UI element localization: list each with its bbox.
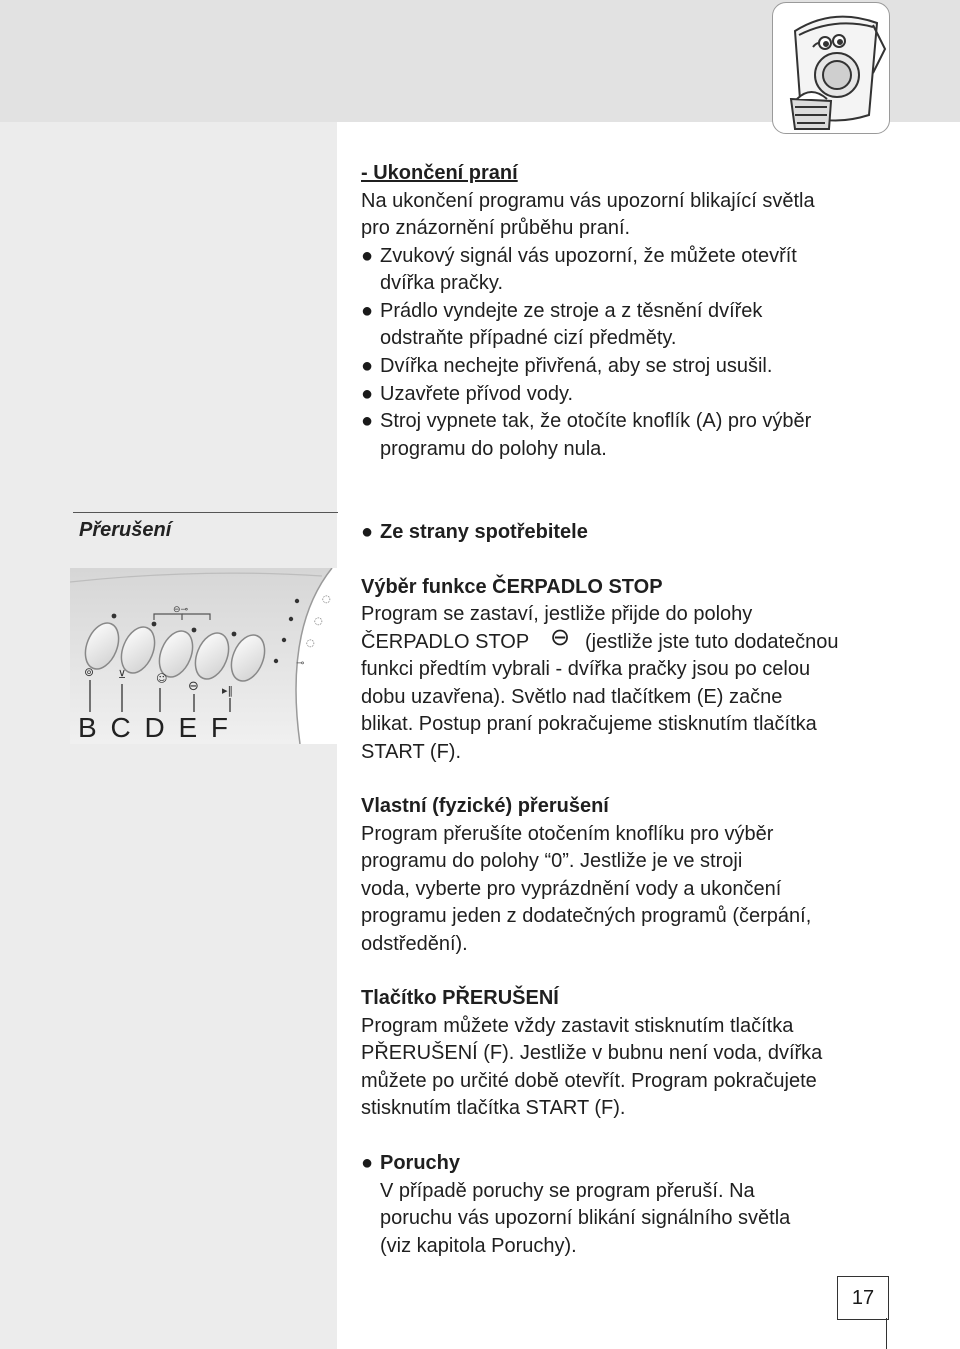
pump-stop-line-5: blikat. Postup praní pokračujeme stisknutím tlačítka: [361, 713, 817, 735]
svg-text:☺: ☺: [156, 672, 168, 685]
pump-stop-line-2b: (jestliže jste tuto dodatečnou: [585, 631, 839, 653]
bullet-2-line-2: odstraňte případné cizí předměty.: [380, 327, 677, 349]
bullet-4-line-1: Uzavřete přívod vody.: [380, 383, 574, 405]
svg-text:▸‖: ▸‖: [222, 684, 234, 697]
bullet-2-line-1: Prádlo vyndejte ze stroje a z těsnění dvířek: [380, 300, 763, 322]
bullet-icon: ●: [361, 300, 374, 322]
physical-interrupt-title: Vlastní (fyzické) přerušení: [361, 795, 609, 817]
svg-text:⊸: ⊸: [296, 658, 305, 669]
bullet-icon: ●: [361, 1152, 374, 1174]
section-title: Přerušení: [79, 519, 172, 541]
faults-line-1: V případě poruchy se program přeruší. Na: [380, 1180, 755, 1202]
svg-text:◌: ◌: [322, 594, 331, 605]
interrupt-button-title: Tlačítko PŘERUŠENÍ: [361, 987, 559, 1009]
washing-machine-icon: [773, 3, 889, 133]
pump-stop-title: Výběr funkce ČERPADLO STOP: [361, 576, 663, 598]
pump-stop-line-4: dobu uzavřena). Světlo nad tlačítkem (E) začne: [361, 686, 783, 708]
bullet-icon: ●: [361, 410, 374, 432]
intro-line-2: pro znázornění průběhu praní.: [361, 217, 631, 239]
svg-text:◌: ◌: [306, 638, 315, 649]
bullet-icon: ●: [361, 245, 374, 267]
svg-text:⊚: ⊚: [84, 665, 95, 679]
faults-title: Poruchy: [380, 1152, 461, 1174]
pump-stop-icon: ⊖: [550, 624, 571, 651]
pump-stop-line-3: funkci předtím vybrali - dvířka pračky jsou po celou: [361, 658, 811, 680]
physical-line-3: voda, vyberte pro vyprázdnění vody a ukončení: [361, 878, 782, 900]
pump-stop-line-6: START (F).: [361, 741, 461, 763]
physical-line-5: odstředění).: [361, 933, 468, 955]
bullet-icon: ●: [361, 355, 374, 377]
consumer-subheading: Ze strany spotřebitele: [380, 521, 588, 543]
bullet-1-line-2: dvířka pračky.: [380, 272, 503, 294]
physical-line-4: programu jeden z dodatečných programů (čerpání,: [361, 905, 812, 927]
bullet-icon: ●: [361, 383, 374, 405]
svg-text:◌: ◌: [314, 616, 323, 627]
page-number: 17: [837, 1276, 889, 1320]
faults-line-3: (viz kapitola Poruchy).: [380, 1235, 577, 1257]
button-line-1: Program můžete vždy zastavit stisknutím tlačítka: [361, 1015, 794, 1037]
washing-machine-mascot-logo: [772, 2, 890, 134]
bullet-5-line-2: programu do polohy nula.: [380, 438, 607, 460]
svg-text:⊖: ⊖: [188, 679, 199, 694]
pump-stop-line-2: ČERPADLO STOP: [361, 631, 530, 653]
panel-button-letters: B C D E F: [78, 712, 230, 743]
physical-line-1: Program přerušíte otočením knoflíku pro výběr: [361, 823, 774, 845]
end-wash-heading: - Ukončení praní: [361, 162, 518, 184]
bullet-5-line-1: Stroj vypnete tak, že otočíte knoflík (A) pro výběr: [380, 410, 812, 432]
button-line-4: stisknutím tlačítka START (F).: [361, 1097, 626, 1119]
faults-line-2: poruchu vás upozorní blikání signálního světla: [380, 1207, 791, 1229]
physical-line-2: programu do polohy “0”. Jestliže je ve stroji: [361, 850, 743, 872]
svg-text:⊻: ⊻: [118, 668, 127, 681]
button-line-3: můžete po určité době otevřít. Program pokračujete: [361, 1070, 817, 1092]
svg-text:⊖⊸: ⊖⊸: [173, 605, 189, 615]
intro-line-1: Na ukončení programu vás upozorní blikající světla: [361, 190, 815, 212]
section-divider: [73, 512, 338, 513]
bullet-1-line-1: Zvukový signál vás upozorní, že můžete otevřít: [380, 245, 797, 267]
button-line-2: PŘERUŠENÍ (F). Jestliže v bubnu není voda, dvířka: [361, 1042, 823, 1064]
bullet-3-line-1: Dvířka nechejte přivřená, aby se stroj usušil.: [380, 355, 773, 377]
pump-stop-line-1: Program se zastaví, jestliže přijde do polohy: [361, 603, 753, 625]
page-number-rule: [886, 1318, 887, 1349]
bullet-icon: ●: [361, 521, 374, 543]
